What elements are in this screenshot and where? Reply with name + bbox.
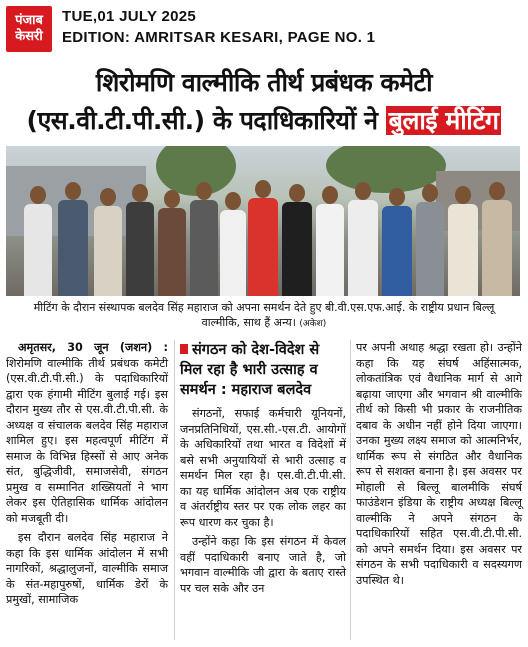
masthead bbox=[0, 0, 528, 56]
photo-person bbox=[316, 186, 344, 296]
article-column-2 bbox=[180, 340, 346, 600]
photo-person bbox=[58, 182, 88, 296]
article-subheading bbox=[180, 340, 346, 400]
photo-person bbox=[94, 188, 122, 296]
article-dateline: अमृतसर, 30 जून (जशन) : bbox=[18, 341, 168, 354]
logo-line-1: पंजाब bbox=[15, 13, 43, 28]
photo-person bbox=[416, 184, 444, 296]
column-divider bbox=[350, 340, 351, 640]
article-paragraph: शिरोमणि वाल्मीकि तीर्थ प्रबंधक कमेटी (एस.वी.टी.पी.सी.) के पदाधिकारियों द्वारा एक हंगामी मीटिंग बुलाई गई। इस दौरान मुख्य तौर से एस.वी.टी.पी.सी. के अध्यक्ष व संचालक बलदेव सिंह महाराज शामिल हुए। इस महत्वपूर्ण मीटिंग में समाज के विभिन्न हिस्सों से आए अनेक संत, बुद्धिजीवी, समाजसेवी, संगठन प्रमुख व सम्मानित शख्सियतों ने भाग लेकर इस ऐतिहासिक धार्मिक आंदोलन को मजबूती दी। bbox=[6, 356, 168, 525]
article-column-3 bbox=[356, 340, 522, 592]
article-paragraph: इस दौरान बलदेव सिंह महाराज ने कहा कि इस धार्मिक आंदोलन में सभी नागरिकों, श्रद्धालुजनों, वाल्मीकि समाज के संत-महापुरुषों, धार्मिक डेरों के प्रमुखों, सामाजिक bbox=[6, 531, 168, 606]
news-photo bbox=[6, 146, 520, 296]
photo-person bbox=[248, 180, 278, 296]
photo-caption bbox=[14, 300, 514, 332]
photo-person bbox=[282, 184, 312, 296]
article-paragraph: उन्होंने कहा कि इस संगठन में केवल वहीं पदाधिकारी बनाए जाते है, जो भगवान वाल्मीकि जी द्वारा के बताए रास्ते पर चल सके और उन bbox=[180, 535, 346, 595]
photo-person bbox=[448, 186, 478, 296]
headline-line-2 bbox=[0, 102, 528, 140]
photo-person bbox=[382, 188, 412, 296]
article-paragraph: पर अपनी अथाह श्रद्धा रखता हो। उन्होंने कहा कि यह संघर्ष अहिंसात्मक, लोकतांत्रिक एवं वैधानिक मार्ग से आगे बढ़ाया जाएगा और भगवान श्री वाल्मीकि तीर्थ को किसी भी प्रकार के राजनीतिक दबाव के अधीन नहीं होने दिया जाएगा। उनका मुख्य लक्ष्य समाज को आत्मनिर्भर, धार्मिक रूप से संगठित और वैधानिक रूप से सशक्त बनाना है। इस अवसर पर मोहाली से बिल्लू बालमीकि संघर्ष फाउंडेशन इंडिया के राष्ट्रीय अध्यक्ष बिल्लू वाल्मीकि ने अपने संगठन के पदाधिकारियों सहित एस.वी.टी.पी.सी. को अपने समर्थन दिया। इस अवसर पर संगठन के सभी पदाधिकारी व सदस्यगण उपस्थित थे। bbox=[356, 341, 522, 587]
photo-person bbox=[24, 186, 52, 296]
photo-person bbox=[190, 182, 218, 296]
photo-person bbox=[126, 184, 154, 296]
headline-line-1: शिरोमणि वाल्मीकि तीर्थ प्रबंधक कमेटी bbox=[95, 68, 433, 97]
article-paragraph: संगठनों, सफाई कर्मचारी यूनियनों, जनप्रतिनिधियों, एस.सी.-एस.टी. आयोगों के अधिकारियों तथा भारत व विदेशों में बसे सभी अनुयायियों से भारी उत्साह व समर्थन मिल रहा है। एस.वी.टी.पी.सी. का यह धार्मिक आंदोलन अब एक राष्ट्रीय व अंतर्राष्ट्रीय स्तर पर एक लोक लहर का रूप धारण कर चुका है। bbox=[180, 407, 346, 529]
logo-line-2: केसरी bbox=[15, 29, 43, 44]
edition-info: EDITION: AMRITSAR KESARI, PAGE NO. 1 bbox=[62, 29, 376, 46]
headline-highlight: बुलाई मीटिंग bbox=[386, 106, 502, 135]
photo-person bbox=[158, 190, 186, 296]
headline-line-2-main: (एस.वी.टी.पी.सी.) के पदाधिकारियों ने bbox=[26, 106, 378, 135]
edition-date: TUE,01 JULY 2025 bbox=[62, 8, 197, 25]
photo-person bbox=[220, 192, 246, 296]
photo-person bbox=[482, 182, 512, 296]
headline bbox=[0, 64, 528, 140]
subheading-text: संगठन को देश-विदेश से मिल रहा है भारी उत्साह व समर्थन : महाराज बलदेव bbox=[180, 342, 320, 398]
article-column-1 bbox=[6, 340, 168, 612]
column-divider bbox=[174, 340, 175, 640]
photo-person bbox=[348, 182, 378, 296]
photo-credit: (अकेश) bbox=[299, 319, 327, 329]
caption-text: मीटिंग के दौरान संस्थापक बलदेव सिंह महाराज को अपना समर्थन देते हुए बी.वी.एस.एफ.आई. के राष्ट्रीय प्रधान बिल्लू वाल्मीकि, साथ हैं अन्य। bbox=[33, 301, 495, 329]
newspaper-logo bbox=[6, 6, 52, 52]
bullet-square-icon bbox=[180, 344, 188, 354]
